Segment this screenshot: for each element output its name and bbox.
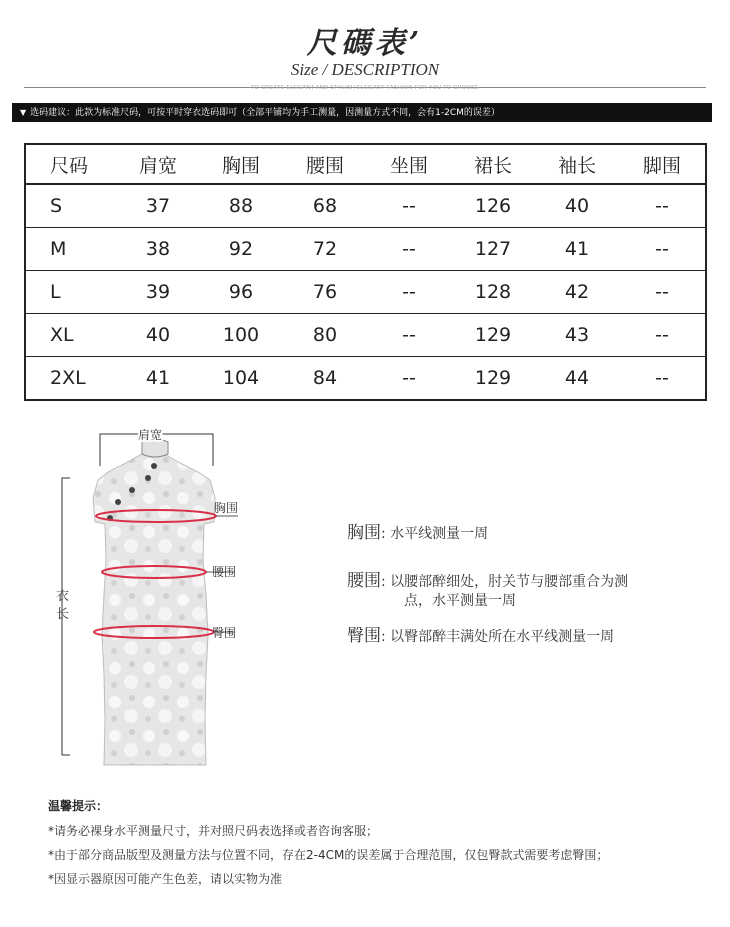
- table-cell: S: [25, 184, 117, 228]
- note-hip-text: : 以臀部醉丰满处所在水平线测量一周: [381, 629, 615, 645]
- table-cell: 39: [117, 271, 199, 314]
- note-chest: [347, 518, 488, 543]
- size-table: [24, 143, 707, 401]
- table-row: [25, 271, 706, 314]
- table-cell: 38: [117, 228, 199, 271]
- length-label-2: 长: [56, 607, 70, 622]
- note-hip: [347, 621, 614, 646]
- table-cell: 100: [199, 314, 283, 357]
- table-cell: 43: [535, 314, 619, 357]
- column-header: 腰围: [283, 144, 367, 184]
- chest-label: 胸围: [214, 501, 239, 515]
- shoulder-label: 肩宽: [138, 428, 163, 442]
- table-cell: 37: [117, 184, 199, 228]
- table-cell: --: [367, 228, 451, 271]
- table-row: [25, 314, 706, 357]
- table-cell: 76: [283, 271, 367, 314]
- table-cell: XL: [25, 314, 117, 357]
- page-subtitle: Size / DESCRIPTION: [290, 60, 440, 79]
- table-cell: 104: [222, 367, 260, 389]
- note-waist-cont: 点，水平测量一周: [404, 593, 516, 609]
- column-header: 尺码: [25, 144, 117, 184]
- note-chest-text: : 水平线测量一周: [381, 526, 489, 542]
- table-cell: 68: [283, 184, 367, 228]
- tips-title: 温馨提示：: [48, 799, 109, 813]
- table-cell: 41: [145, 367, 171, 389]
- table-cell: 88: [199, 184, 283, 228]
- table-cell: M: [25, 228, 117, 271]
- length-label-1: 衣: [56, 589, 70, 604]
- table-cell: 42: [535, 271, 619, 314]
- table-cell: --: [655, 367, 669, 389]
- table-cell: 72: [283, 228, 367, 271]
- tip-item: *因显示器原因可能产生色差，请以实物为准: [48, 872, 283, 886]
- tagline: TO CREATE ELEGANT AND STYLISH ELEGANT FASHION FOR YOU TO CHOOSE: [251, 85, 479, 91]
- table-cell: --: [402, 367, 416, 389]
- table-cell: 2XL: [50, 367, 86, 389]
- table-row: [25, 357, 706, 401]
- note-chest-label: 胸围: [347, 523, 381, 543]
- table-cell: --: [619, 228, 706, 271]
- table-row: [25, 184, 706, 228]
- tip-item: *由于部分商品版型及测量方法与位置不同，存在2-4CM的误差属于合理范围，仅包臀款式需要考虑臀围；: [48, 848, 609, 862]
- table-cell: 126: [451, 184, 535, 228]
- note-waist: [347, 566, 628, 591]
- column-header: 肩宽: [117, 144, 199, 184]
- table-cell: --: [367, 184, 451, 228]
- table-cell: --: [619, 314, 706, 357]
- table-cell: 84: [312, 367, 338, 389]
- note-waist-label: 腰围: [347, 571, 381, 591]
- table-cell: L: [25, 271, 117, 314]
- notice-text: 选码建议：此款为标准尺码，可按平时穿衣选码即可（全部平铺均为手工测量，因测量方式不同，会有1-2CM的误差）: [30, 108, 500, 118]
- table-cell: --: [367, 271, 451, 314]
- table-row: [25, 228, 706, 271]
- table-cell: 41: [535, 228, 619, 271]
- note-hip-label: 臀围: [347, 626, 381, 646]
- table-cell: --: [367, 314, 451, 357]
- column-header: 脚围: [619, 144, 706, 184]
- table-cell: 129: [451, 314, 535, 357]
- column-header: 裙长: [451, 144, 535, 184]
- notice-bar: [12, 103, 712, 122]
- table-cell: --: [619, 184, 706, 228]
- column-header: 坐围: [367, 144, 451, 184]
- page-title: 尺碼表’: [306, 26, 424, 61]
- column-header: 胸围: [199, 144, 283, 184]
- table-cell: 127: [451, 228, 535, 271]
- table-cell: 80: [283, 314, 367, 357]
- table-cell: 129: [474, 367, 512, 389]
- table-cell: 44: [564, 367, 590, 389]
- hip-label: 臀围: [212, 626, 237, 640]
- dress-silhouette: [93, 448, 215, 765]
- table-cell: 40: [535, 184, 619, 228]
- table-cell: 128: [451, 271, 535, 314]
- column-header: 袖长: [535, 144, 619, 184]
- table-cell: 92: [199, 228, 283, 271]
- table-cell: 40: [117, 314, 199, 357]
- table-header-row: [25, 144, 706, 184]
- note-waist-text: : 以腰部醉细处，肘关节与腰部重合为测: [381, 574, 629, 590]
- waist-label: 腰围: [212, 565, 237, 579]
- triangle-down-icon: ▼: [20, 108, 27, 117]
- tip-item: *请务必裸身水平测量尺寸，并对照尺码表选择或者咨询客服；: [48, 824, 379, 838]
- garment-diagram: [38, 420, 298, 790]
- table-cell: 96: [199, 271, 283, 314]
- table-cell: --: [619, 271, 706, 314]
